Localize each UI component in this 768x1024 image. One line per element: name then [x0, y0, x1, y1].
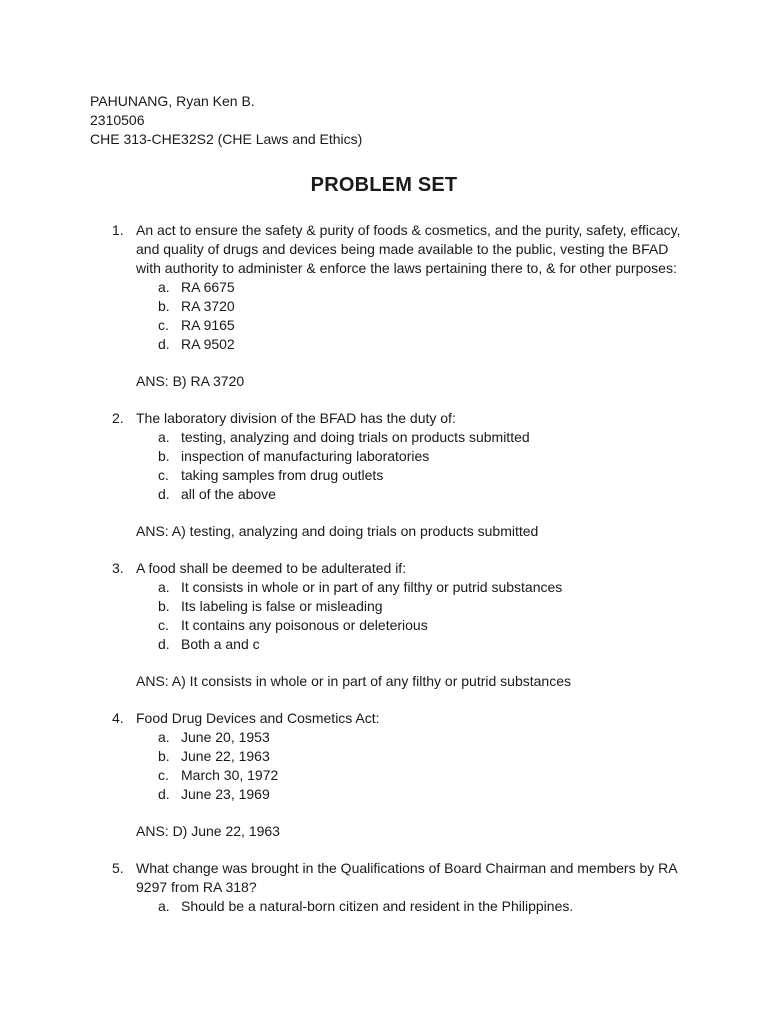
option-item — [158, 897, 682, 916]
option-item — [158, 466, 682, 485]
question-item — [112, 221, 682, 391]
question-text: What change was brought in the Qualifications of Board Chairman and members by RA 9297 from RA 318? — [136, 860, 677, 895]
option-letter: a. — [158, 579, 170, 595]
option-item — [158, 578, 682, 597]
question-list — [112, 221, 682, 934]
option-text: March 30, 1972 — [181, 767, 279, 783]
question-item — [112, 559, 682, 691]
student-header — [90, 92, 362, 149]
course-code: CHE 313-CHE32S2 (CHE Laws and Ethics) — [90, 131, 363, 147]
option-item — [158, 335, 682, 354]
student-name: PAHUNANG, Ryan Ken B. — [90, 93, 255, 109]
answer-text: ANS: A) It consists in whole or in part of any filthy or putrid substances — [136, 673, 571, 689]
option-letter: a. — [158, 429, 170, 445]
student-id: 2310506 — [90, 112, 145, 128]
option-item — [158, 447, 682, 466]
option-item — [158, 785, 682, 804]
option-letter: c. — [158, 317, 169, 333]
option-letter: d. — [158, 486, 170, 502]
page-title: PROBLEM SET — [310, 174, 458, 196]
option-text: inspection of manufacturing laboratories — [181, 448, 430, 464]
question-number: 3. — [112, 560, 124, 576]
option-item — [158, 297, 682, 316]
option-item — [158, 278, 682, 297]
question-number: 4. — [112, 710, 124, 726]
question-item — [112, 709, 682, 841]
option-list — [158, 897, 682, 916]
option-text: RA 6675 — [181, 279, 235, 295]
option-text: testing, analyzing and doing trials on products submitted — [181, 429, 530, 445]
answer-text: ANS: B) RA 3720 — [136, 373, 245, 389]
option-text: Both a and c — [181, 636, 260, 652]
answer-text: ANS: D) June 22, 1963 — [136, 823, 280, 839]
option-letter: a. — [158, 898, 170, 914]
question-number: 1. — [112, 222, 124, 238]
option-text: RA 9165 — [181, 317, 235, 333]
option-text: Its labeling is false or misleading — [181, 598, 383, 614]
option-text: Should be a natural-born citizen and resident in the Philippines. — [181, 898, 574, 914]
question-text: The laboratory division of the BFAD has the duty of: — [136, 410, 456, 426]
option-text: It contains any poisonous or deleterious — [181, 617, 428, 633]
question-text: A food shall be deemed to be adulterated if: — [136, 560, 407, 576]
option-item — [158, 485, 682, 504]
answer-text: ANS: A) testing, analyzing and doing trials on products submitted — [136, 523, 539, 539]
option-item — [158, 635, 682, 654]
option-text: taking samples from drug outlets — [181, 467, 384, 483]
option-letter: a. — [158, 729, 170, 745]
option-item — [158, 728, 682, 747]
question-item — [112, 859, 682, 916]
option-list — [158, 278, 682, 354]
question-text: Food Drug Devices and Cosmetics Act: — [136, 710, 380, 726]
option-letter: b. — [158, 748, 170, 764]
option-item — [158, 428, 682, 447]
question-text: An act to ensure the safety & purity of foods & cosmetics, and the purity, safety, efficacy, and quality of drugs and devices being made available to the public, vesting the BFAD with authority to administer & enforce the laws pertaining there to, & for other purposes: — [136, 222, 681, 276]
option-letter: b. — [158, 448, 170, 464]
option-item — [158, 597, 682, 616]
option-text: RA 3720 — [181, 298, 235, 314]
option-list — [158, 578, 682, 654]
option-list — [158, 728, 682, 804]
option-text: June 20, 1953 — [181, 729, 270, 745]
question-number: 2. — [112, 410, 124, 426]
option-item — [158, 766, 682, 785]
option-letter: a. — [158, 279, 170, 295]
option-letter: c. — [158, 617, 169, 633]
question-item — [112, 409, 682, 541]
option-text: It consists in whole or in part of any filthy or putrid substances — [181, 579, 563, 595]
option-text: RA 9502 — [181, 336, 235, 352]
option-letter: c. — [158, 467, 169, 483]
option-text: June 22, 1963 — [181, 748, 270, 764]
option-letter: b. — [158, 598, 170, 614]
question-number: 5. — [112, 860, 124, 876]
option-item — [158, 616, 682, 635]
option-text: all of the above — [181, 486, 276, 502]
option-letter: d. — [158, 786, 170, 802]
option-letter: d. — [158, 336, 170, 352]
option-letter: c. — [158, 767, 169, 783]
option-item — [158, 747, 682, 766]
option-list — [158, 428, 682, 504]
option-letter: b. — [158, 298, 170, 314]
option-text: June 23, 1969 — [181, 786, 270, 802]
option-letter: d. — [158, 636, 170, 652]
option-item — [158, 316, 682, 335]
